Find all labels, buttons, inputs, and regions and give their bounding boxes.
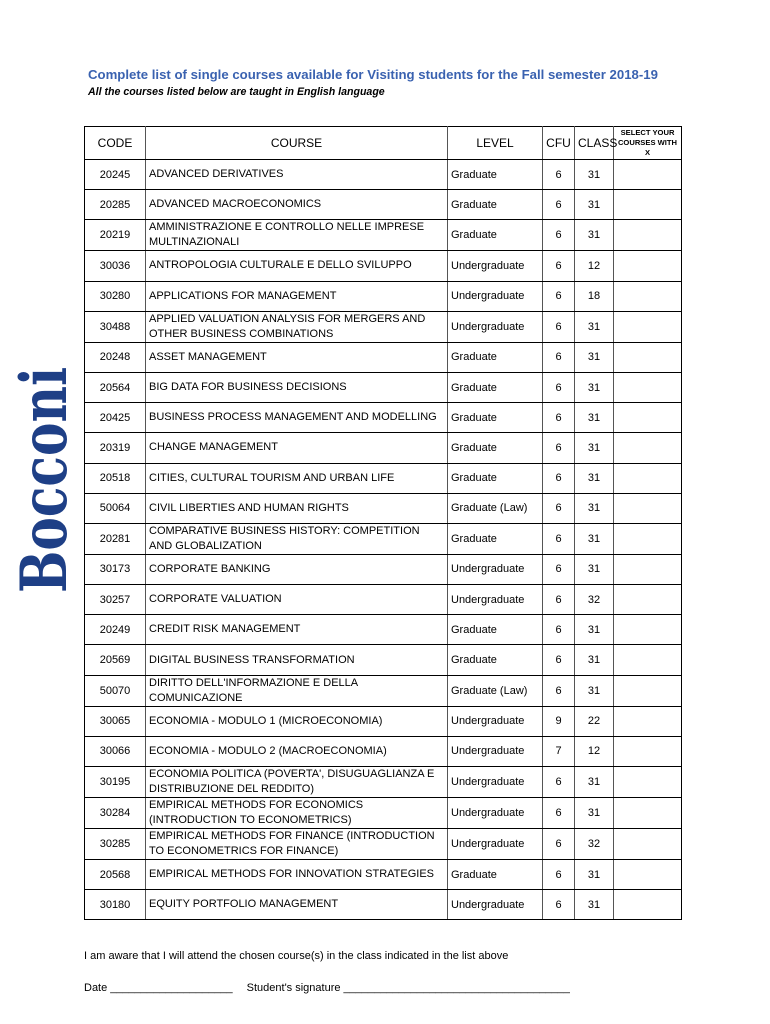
course-name: COMPARATIVE BUSINESS HISTORY: COMPETITION AND GLOBALIZATION: [146, 523, 448, 554]
course-name: ADVANCED MACROECONOMICS: [146, 190, 448, 220]
table-row: [85, 281, 682, 311]
course-cfu: 6: [543, 281, 575, 311]
course-class: 31: [575, 190, 614, 220]
course-class: 31: [575, 615, 614, 645]
course-cfu: 6: [543, 311, 575, 342]
signature-line: [84, 982, 570, 994]
course-level: Graduate: [448, 372, 543, 402]
course-cfu: 6: [543, 645, 575, 675]
course-cfu: 9: [543, 706, 575, 736]
course-code: 30173: [85, 554, 146, 584]
course-name: ADVANCED DERIVATIVES: [146, 160, 448, 190]
select-course-cell[interactable]: [614, 767, 682, 798]
course-name: BIG DATA FOR BUSINESS DECISIONS: [146, 372, 448, 402]
course-cfu: 6: [543, 342, 575, 372]
signature-field[interactable]: Student's signature _____________________________________: [246, 982, 570, 994]
select-course-cell[interactable]: [614, 493, 682, 523]
course-code: 20248: [85, 342, 146, 372]
course-cfu: 6: [543, 829, 575, 860]
course-class: 12: [575, 251, 614, 281]
page-subtitle: All the courses listed below are taught in English language: [88, 86, 385, 98]
course-cfu: 6: [543, 767, 575, 798]
course-name: APPLIED VALUATION ANALYSIS FOR MERGERS AND OTHER BUSINESS COMBINATIONS: [146, 311, 448, 342]
course-class: 31: [575, 342, 614, 372]
course-name: ANTROPOLOGIA CULTURALE E DELLO SVILUPPO: [146, 251, 448, 281]
course-name: ECONOMIA - MODULO 1 (MICROECONOMIA): [146, 706, 448, 736]
header-cfu: CFU: [543, 127, 575, 160]
table-row: [85, 220, 682, 251]
table-row: [85, 736, 682, 766]
course-class: 31: [575, 493, 614, 523]
course-class: 32: [575, 585, 614, 615]
course-code: 20245: [85, 160, 146, 190]
header-class: CLASS: [575, 127, 614, 160]
select-course-cell[interactable]: [614, 706, 682, 736]
course-level: Graduate (Law): [448, 493, 543, 523]
course-class: 12: [575, 736, 614, 766]
select-course-cell[interactable]: [614, 890, 682, 920]
select-course-cell[interactable]: [614, 615, 682, 645]
course-class: 31: [575, 372, 614, 402]
course-class: 31: [575, 403, 614, 433]
course-cfu: 6: [543, 433, 575, 463]
date-field[interactable]: Date ____________________: [84, 982, 233, 994]
course-level: Graduate (Law): [448, 675, 543, 706]
course-name: DIRITTO DELL'INFORMAZIONE E DELLA COMUNICAZIONE: [146, 675, 448, 706]
course-cfu: 6: [543, 493, 575, 523]
table-row: [85, 342, 682, 372]
table-row: [85, 706, 682, 736]
course-level: Graduate: [448, 523, 543, 554]
course-cfu: 6: [543, 554, 575, 584]
course-cfu: 6: [543, 890, 575, 920]
course-class: 31: [575, 523, 614, 554]
select-course-cell[interactable]: [614, 220, 682, 251]
select-course-cell[interactable]: [614, 554, 682, 584]
table-row: [85, 829, 682, 860]
course-class: 22: [575, 706, 614, 736]
table-row: [85, 493, 682, 523]
course-name: AMMINISTRAZIONE E CONTROLLO NELLE IMPRESE MULTINAZIONALI: [146, 220, 448, 251]
course-code: 30195: [85, 767, 146, 798]
course-code: 30488: [85, 311, 146, 342]
table-row: [85, 615, 682, 645]
course-code: 30285: [85, 829, 146, 860]
course-class: 31: [575, 160, 614, 190]
course-code: 20281: [85, 523, 146, 554]
course-level: Graduate: [448, 403, 543, 433]
table-header-row: [85, 127, 682, 160]
select-course-cell[interactable]: [614, 860, 682, 890]
table-row: [85, 767, 682, 798]
course-code: 20249: [85, 615, 146, 645]
course-cfu: 6: [543, 615, 575, 645]
course-class: 31: [575, 463, 614, 493]
course-level: Graduate: [448, 190, 543, 220]
table-row: [85, 463, 682, 493]
table-row: [85, 403, 682, 433]
course-class: 31: [575, 311, 614, 342]
course-cfu: 6: [543, 251, 575, 281]
course-class: 31: [575, 645, 614, 675]
table-row: [85, 190, 682, 220]
course-class: 18: [575, 281, 614, 311]
table-row: [85, 160, 682, 190]
select-course-cell[interactable]: [614, 190, 682, 220]
header-select: SELECT YOUR COURSES WITH X: [614, 127, 682, 160]
table-row: [85, 372, 682, 402]
course-cfu: 6: [543, 798, 575, 829]
course-level: Graduate: [448, 463, 543, 493]
course-level: Undergraduate: [448, 736, 543, 766]
select-course-cell[interactable]: [614, 645, 682, 675]
course-cfu: 6: [543, 675, 575, 706]
course-cfu: 6: [543, 463, 575, 493]
bocconi-logo: [7, 304, 82, 593]
course-level: Undergraduate: [448, 585, 543, 615]
course-name: ASSET MANAGEMENT: [146, 342, 448, 372]
course-name: DIGITAL BUSINESS TRANSFORMATION: [146, 645, 448, 675]
course-code: 20319: [85, 433, 146, 463]
course-name: EMPIRICAL METHODS FOR ECONOMICS (INTRODUCTION TO ECONOMETRICS): [146, 798, 448, 829]
course-level: Graduate: [448, 160, 543, 190]
svg-text:Bocconi: Bocconi: [7, 304, 82, 593]
course-level: Undergraduate: [448, 706, 543, 736]
table-row: [85, 554, 682, 584]
course-class: 32: [575, 829, 614, 860]
course-code: 30065: [85, 706, 146, 736]
course-name: BUSINESS PROCESS MANAGEMENT AND MODELLING: [146, 403, 448, 433]
course-class: 31: [575, 860, 614, 890]
course-level: Undergraduate: [448, 281, 543, 311]
select-course-cell[interactable]: [614, 311, 682, 342]
select-course-cell[interactable]: [614, 736, 682, 766]
course-class: 31: [575, 220, 614, 251]
table-row: [85, 860, 682, 890]
page-title: Complete list of single courses available for Visiting students for the Fall semester 2018-19: [88, 67, 658, 82]
select-course-cell[interactable]: [614, 342, 682, 372]
course-class: 31: [575, 767, 614, 798]
course-code: 20518: [85, 463, 146, 493]
course-class: 31: [575, 798, 614, 829]
course-name: EMPIRICAL METHODS FOR INNOVATION STRATEGIES: [146, 860, 448, 890]
course-cfu: 6: [543, 160, 575, 190]
course-class: 31: [575, 675, 614, 706]
course-cfu: 6: [543, 585, 575, 615]
course-code: 20285: [85, 190, 146, 220]
course-class: 31: [575, 554, 614, 584]
select-course-cell[interactable]: [614, 798, 682, 829]
course-code: 30284: [85, 798, 146, 829]
course-code: 30066: [85, 736, 146, 766]
select-course-cell[interactable]: [614, 523, 682, 554]
course-level: Undergraduate: [448, 311, 543, 342]
table-row: [85, 645, 682, 675]
table-row: [85, 311, 682, 342]
course-name: ECONOMIA - MODULO 2 (MACROECONOMIA): [146, 736, 448, 766]
course-level: Undergraduate: [448, 251, 543, 281]
course-cfu: 6: [543, 860, 575, 890]
course-level: Graduate: [448, 860, 543, 890]
course-level: Graduate: [448, 342, 543, 372]
course-code: 30180: [85, 890, 146, 920]
course-name: CHANGE MANAGEMENT: [146, 433, 448, 463]
course-cfu: 6: [543, 372, 575, 402]
course-code: 20568: [85, 860, 146, 890]
course-level: Undergraduate: [448, 554, 543, 584]
course-name: CIVIL LIBERTIES AND HUMAN RIGHTS: [146, 493, 448, 523]
course-name: ECONOMIA POLITICA (POVERTA', DISUGUAGLIANZA E DISTRIBUZIONE DEL REDDITO): [146, 767, 448, 798]
table-row: [85, 675, 682, 706]
course-cfu: 6: [543, 190, 575, 220]
course-name: CORPORATE BANKING: [146, 554, 448, 584]
course-cfu: 7: [543, 736, 575, 766]
select-course-cell[interactable]: [614, 403, 682, 433]
courses-table: [84, 126, 682, 920]
course-code: 20569: [85, 645, 146, 675]
course-level: Graduate: [448, 433, 543, 463]
table-row: [85, 890, 682, 920]
course-level: Undergraduate: [448, 829, 543, 860]
course-name: APPLICATIONS FOR MANAGEMENT: [146, 281, 448, 311]
awareness-statement: I am aware that I will attend the chosen course(s) in the class indicated in the list above: [84, 950, 509, 962]
course-name: CORPORATE VALUATION: [146, 585, 448, 615]
select-course-cell[interactable]: [614, 585, 682, 615]
course-level: Undergraduate: [448, 890, 543, 920]
table-row: [85, 585, 682, 615]
table-row: [85, 433, 682, 463]
header-code: CODE: [85, 127, 146, 160]
course-level: Graduate: [448, 615, 543, 645]
course-class: 31: [575, 890, 614, 920]
select-course-cell[interactable]: [614, 463, 682, 493]
select-course-cell[interactable]: [614, 372, 682, 402]
course-cfu: 6: [543, 523, 575, 554]
header-course: COURSE: [146, 127, 448, 160]
table-row: [85, 798, 682, 829]
course-code: 30280: [85, 281, 146, 311]
course-code: 20425: [85, 403, 146, 433]
course-level: Graduate: [448, 220, 543, 251]
select-course-cell[interactable]: [614, 433, 682, 463]
course-name: CITIES, CULTURAL TOURISM AND URBAN LIFE: [146, 463, 448, 493]
course-level: Undergraduate: [448, 767, 543, 798]
select-course-cell[interactable]: [614, 829, 682, 860]
course-name: EQUITY PORTFOLIO MANAGEMENT: [146, 890, 448, 920]
course-code: 50064: [85, 493, 146, 523]
select-course-cell[interactable]: [614, 675, 682, 706]
course-level: Graduate: [448, 645, 543, 675]
course-code: 30036: [85, 251, 146, 281]
course-code: 30257: [85, 585, 146, 615]
header-level: LEVEL: [448, 127, 543, 160]
course-cfu: 6: [543, 403, 575, 433]
course-level: Undergraduate: [448, 798, 543, 829]
course-class: 31: [575, 433, 614, 463]
course-code: 20564: [85, 372, 146, 402]
course-code: 20219: [85, 220, 146, 251]
course-name: EMPIRICAL METHODS FOR FINANCE (INTRODUCTION TO ECONOMETRICS FOR FINANCE): [146, 829, 448, 860]
course-cfu: 6: [543, 220, 575, 251]
table-row: [85, 251, 682, 281]
course-name: CREDIT RISK MANAGEMENT: [146, 615, 448, 645]
select-course-cell[interactable]: [614, 160, 682, 190]
table-row: [85, 523, 682, 554]
select-course-cell[interactable]: [614, 251, 682, 281]
select-course-cell[interactable]: [614, 281, 682, 311]
course-code: 50070: [85, 675, 146, 706]
